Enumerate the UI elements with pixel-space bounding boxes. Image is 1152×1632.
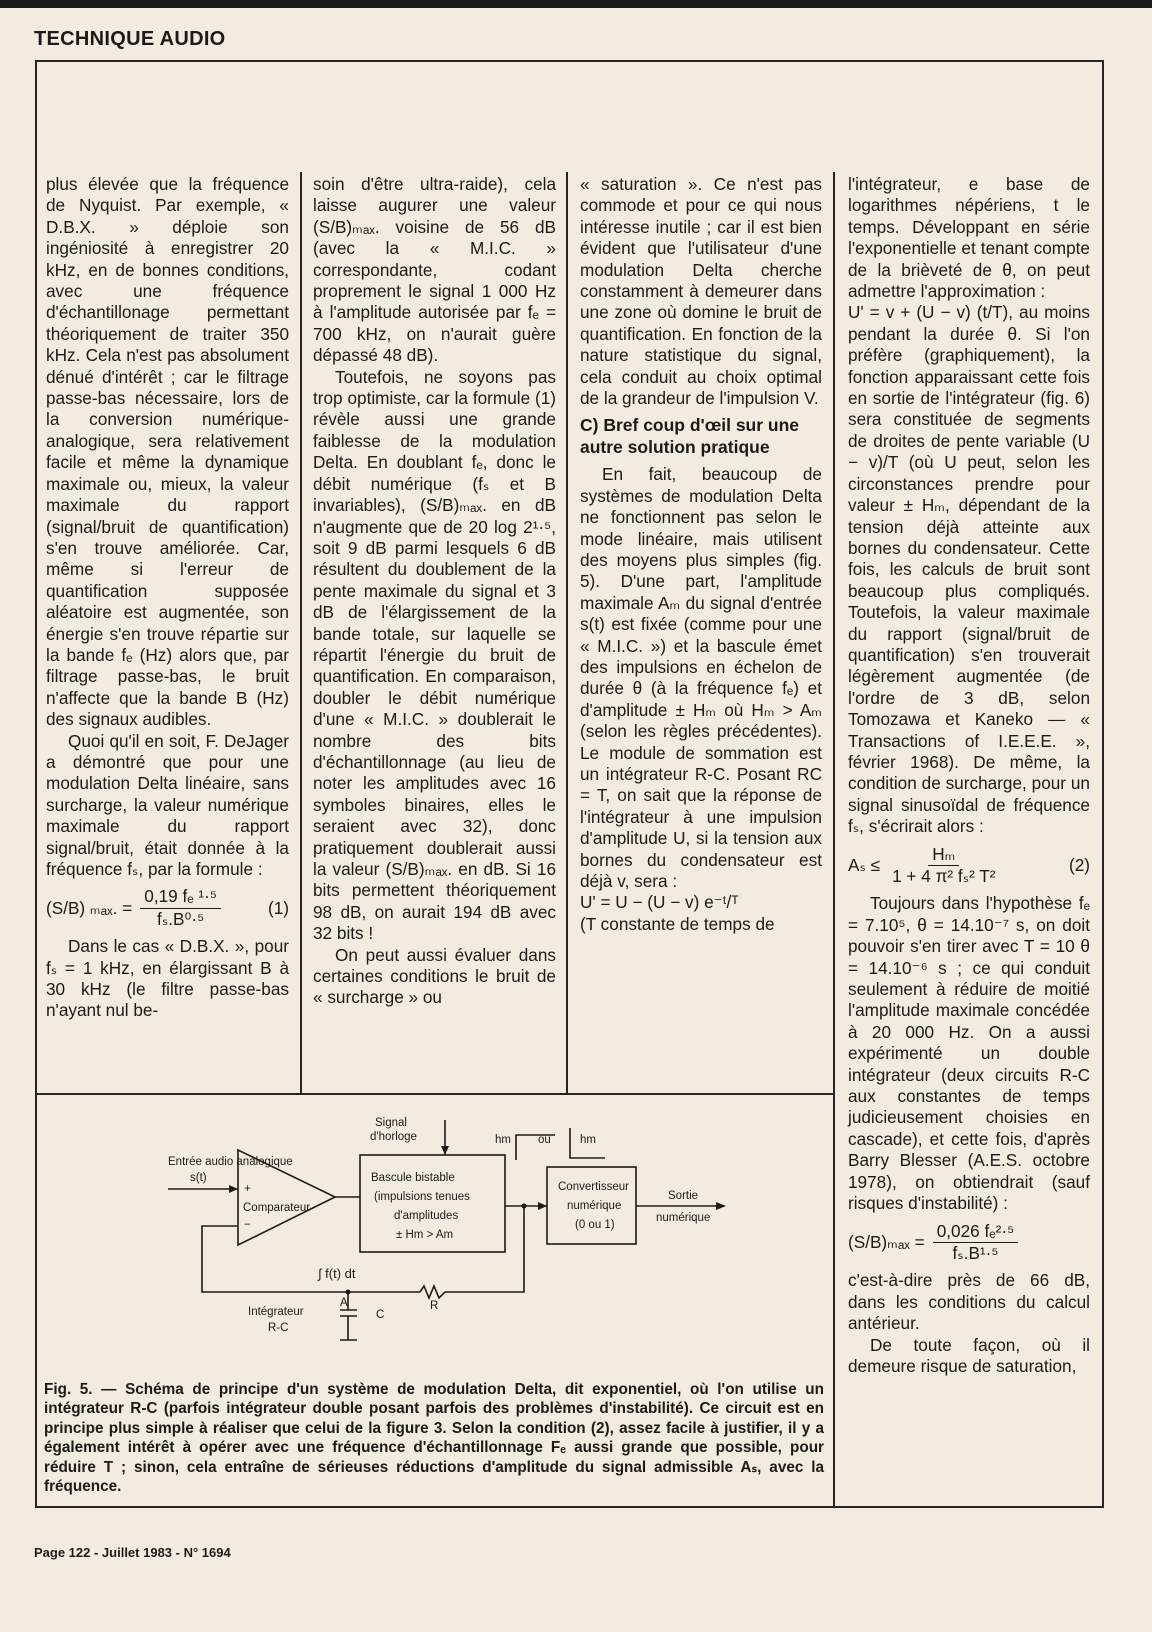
capacitor-label: C (376, 1309, 385, 1321)
comparator-label: Comparateur (243, 1202, 311, 1214)
resistor-symbol (420, 1286, 445, 1298)
denominator: fₛ.B⁰·⁵ (157, 908, 205, 929)
hm-label: hm (580, 1134, 596, 1146)
equation-number: (2) (1068, 854, 1090, 875)
arrowhead (538, 1202, 547, 1210)
formula-lhs: (S/B)ₘₐₓ = (848, 1231, 925, 1252)
paragraph: soin d'être ultra-raide), cela laisse augurer une valeur (S/B)ₘₐₓ. voisine de 56 dB (avec la « M.I.C. » correspondante, codant proprement le signal 1 000 Hz à l'amplitude autorisée par fₑ = 700 kHz, on n'aurait guère dépassé 48 dB). (313, 174, 556, 366)
paragraph: c'est-à-dire près de 66 dB, dans les conditions du calcul antérieur. (848, 1270, 1090, 1334)
clock-label: Signal (375, 1117, 407, 1129)
converter-label: Convertisseur (558, 1181, 629, 1193)
minus-sign: − (244, 1219, 251, 1231)
paragraph: En fait, beaucoup de systèmes de modulation Delta ne fonctionnent pas selon le mode linéaire, mais utilisent des moyens plus simples (fig. 5). D'une part, l'amplitude maximale Aₘ du signal d'entrée s(t) est fixée (comme pour une « M.I.C. ») et la bascule émet des impulsions en échelon de durée θ (à la fréquence fₑ) et d'amplitude ± Hₘ où Hₘ > Aₘ (selon les règles précédentes). Le module de sommation est un intégrateur R-C. Posant RC = T, on sait que la réponse de l'intégrateur à une impulsion d'amplitude U, si la tension aux bornes du condensateur est déjà v, sera : (580, 464, 822, 891)
input-signal-label: s(t) (190, 1172, 207, 1184)
input-label: Entrée audio analogique (168, 1156, 293, 1168)
denominator: 1 + 4 π² fₛ² T² (892, 866, 996, 886)
converter-label: numérique (567, 1200, 622, 1212)
section-heading: C) Bref coup d'œil sur une autre solution pratique (580, 415, 800, 457)
plus-sign: + (244, 1183, 251, 1195)
output-label: numérique (656, 1212, 711, 1224)
paragraph: (T constante de temps de (580, 913, 775, 934)
page-footer: Page 122 - Juillet 1983 - N° 1694 (34, 1545, 231, 1560)
arrowhead (229, 1185, 238, 1193)
paragraph: On peut aussi évaluer dans certaines conditions le bruit de « surcharge » ou (313, 944, 556, 1008)
resistor-label: R (430, 1300, 439, 1312)
integral-label: ∫ f(t) dt (318, 1266, 356, 1281)
paragraph: De toute façon, où il demeure risque de saturation, (848, 1334, 1090, 1376)
integrator-label: Intégrateur (248, 1306, 304, 1318)
clock-label: d'horloge (370, 1131, 417, 1143)
numerator: 0,19 fₑ ¹·⁵ (140, 886, 221, 908)
integrator-label: R-C (268, 1322, 289, 1334)
node-a-label: A (340, 1297, 348, 1309)
formula-lhs: (S/B) ₘₐₓ. = (46, 897, 133, 918)
paragraph: Quoi qu'il en soit, F. DeJager a démontré que pour une modulation Delta linéaire, sans surcharge, la valeur numérique maximale du rapport signal/bruit, était donnée à la fréquence fₛ, par la formule : (46, 730, 289, 879)
section-header: TECHNIQUE AUDIO (34, 28, 226, 50)
bascule-label: d'amplitudes (394, 1210, 459, 1222)
output-label: Sortie (668, 1190, 699, 1202)
equation: U' = U − (U − v) e⁻ᵗ/ᵀ (580, 892, 739, 913)
paragraph: Toujours dans l'hypothèse fₑ = 7.10⁵, θ = 14.10⁻⁷ s, on doit pouvoir s'en tirer avec T = 10 θ = 14.10⁻⁶ s ; ce qui conduit seulement à réduire de moitié l'amplitude maximale concédée à 20 000 Hz. On a aussi expérimenté un double intégrateur (deux circuits R-C aux constantes de temps judicieusement choisies en cascade), et cette fois, d'après Barry Blesser (A.E.S. octobre 1978), on obtiendrait (sauf risques d'instabilité) : (848, 893, 1090, 1214)
bascule-label: ± Hm > Am (396, 1229, 454, 1241)
node-dot (522, 1204, 527, 1209)
paragraph: l'intégrateur, e base de logarithmes népériens, t le temps. Développant en série l'exponentielle et tenant compte de la brièveté de θ, on peut admettre l'approximation : (848, 174, 1090, 302)
numerator: Hₘ (928, 844, 959, 866)
arrowhead (441, 1146, 449, 1155)
paragraph: plus élevée que la fréquence de Nyquist. Par exemple, « D.B.X. » déploie son ingéniosité à enregistrer 20 kHz, en de bonnes conditions, avec une fréquence d'échantillonage permettant théoriquement de traiter 350 kHz. Cela n'est pas absolument dénué d'intérêt ; car le filtrage passe-bas nécessaire, lors de la conversion numérique-analogique, sera relativement facile et même la dynamique maximale ou, mieux, la valeur maximale du rapport (signal/bruit de quantification) s'en trouve améliorée. Car, même si l'erreur de quantification supposée aléatoire est augmentée, son énergie s'en trouve répartie sur la bande fₑ (Hz) alors que, par filtrage passe-bas, le bruit n'affecte que la bande B (Hz) des signaux audibles. (46, 174, 289, 730)
converter-label: (0 ou 1) (575, 1219, 615, 1231)
denominator: fₛ.B¹·⁵ (952, 1242, 999, 1263)
formula-lhs: Aₛ ≤ (848, 854, 881, 875)
paragraph: Toutefois, ne soyons pas trop optimiste, car la formule (1) révèle aussi une grande faiblesse de la modulation Delta. En doublant fₑ, donc le débit numérique (fₛ et B invariables), (S/B)ₘₐₓ. en dB n'augmente que de 20 log 2¹·⁵, soit 9 dB parmi lesquels 6 dB résultent du doublement de la pente maximale du signal et 3 dB de l'élargissement de la bande totale, sur laquelle se répartit l'énergie du bruit de quantification. En comparaison, doubler le débit numérique d'une « M.I.C. » doublerait le nombre des bits d'échantillonnage (au lieu de noter les amplitudes avec 16 symboles binaires, elles le seraient avec 32), donc pratiquement doublerait aussi la valeur (S/B)ₘₐₓ. en dB. Si 16 bits permettent théoriquement 98 dB, on aurait 194 dB avec 32 bits ! (313, 366, 556, 944)
node-dot (346, 1290, 351, 1295)
paragraph: « saturation ». Ce n'est pas commode et pour ce qui nous intéresse inutile ; car il est bien évident que l'utilisateur d'une modulation Delta cherche constamment à demeurer dans une zone où domine le bruit de quantification. En fonction de la nature statistique du signal, cela conduit au choix optimal de la grandeur de l'impulsion V. (580, 174, 822, 409)
or-label: ou (538, 1134, 551, 1146)
equation-number: (1) (267, 897, 289, 918)
paragraph: U' = v + (U − v) (t/T), au moins pendant la durée θ. Si l'on préfère (graphiquement), la fonction apparaissant cette fois en sortie de l'intégrateur (fig. 6) sera constituée de segments de droites de pente variable (U − v)/T (où U peut, selon les circonstances prendre pour valeur ± Hₘ, dépendant de la tension déjà atteinte aux bornes du condensateur. Cette fois, les calculs de bruit sont beaucoup plus compliqués. Toutefois, la valeur maximale du rapport (signal/bruit de quantification) s'en trouverait légèrement augmentée (de l'ordre de 3 dB, selon Tomozawa et Kaneko — « Transactions of I.E.E.E. », février 1968). De même, la condition de surcharge, pour un signal sinusoïdal de fréquence fₛ, s'écrirait alors : (848, 302, 1090, 837)
bascule-label: (impulsions tenues (374, 1191, 470, 1203)
bascule-label: Bascule bistable (371, 1172, 455, 1184)
arrowhead (716, 1202, 726, 1210)
feedback-wire (202, 1226, 420, 1292)
paragraph: Dans le cas « D.B.X. », pour fₛ = 1 kHz, en élargissant B à 30 kHz (le filtre passe-bas n'ayant nul be- (46, 936, 289, 1021)
figure-caption: Fig. 5. — Schéma de principe d'un système de modulation Delta, dit exponentiel, où l'on utilise un intégrateur R-C (parfois intégrateur double posant parfois des problèmes d'instabilité). Ce circuit est en principe plus simple à réaliser que celui de la figure 3. Selon la condition (2), assez facile à justifier, il y a également intérêt à opérer avec une fréquence d'échantillonnage Fₑ aussi grande que possible, pour réduire T ; sinon, cela entraîne de sérieuses réductions d'amplitude du signal admissible Aₛ, avec la fréquence. (44, 1381, 824, 1496)
hm-label: hm (495, 1134, 511, 1146)
numerator: 0,026 fₑ²·⁵ (933, 1221, 1019, 1243)
